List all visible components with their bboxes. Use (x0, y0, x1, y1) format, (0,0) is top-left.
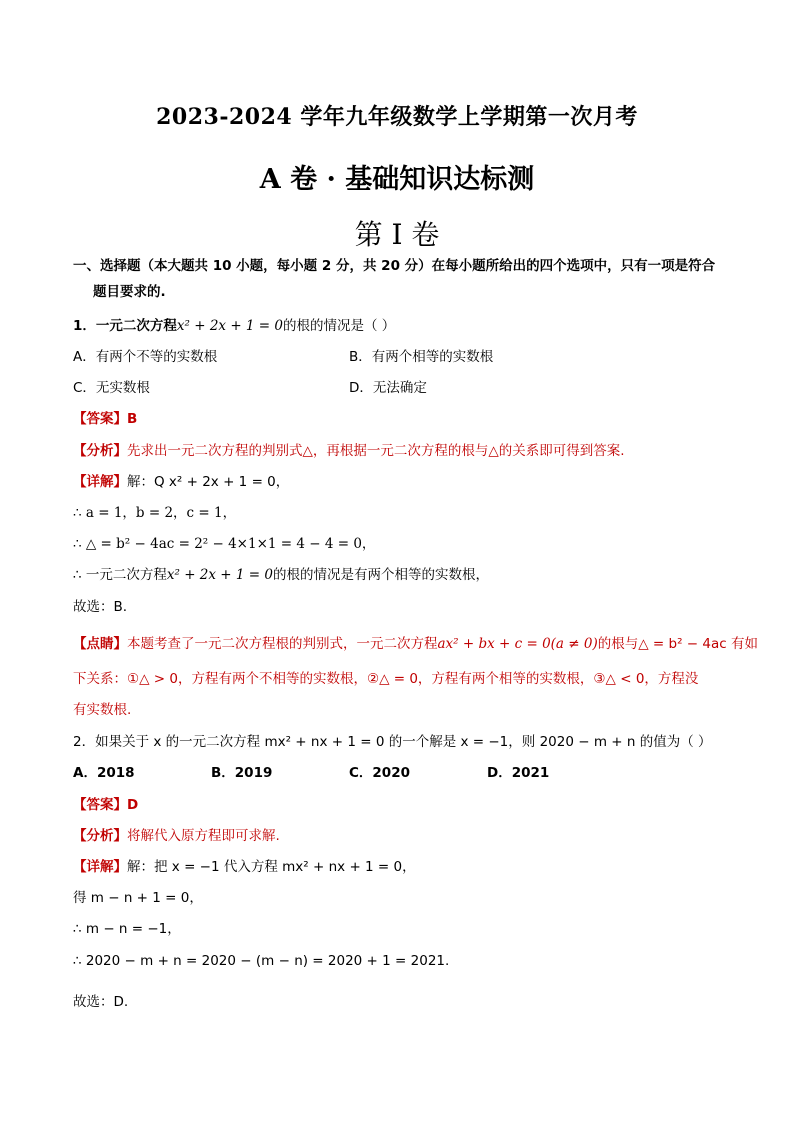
part-heading: 第 I 卷 (354, 218, 440, 251)
q1-detail-2: ∴ a = 1，b = 2，c = 1， (73, 505, 237, 521)
q2-detail-1: 【详解】解：把 x = −1 代入方程 mx² + nx + 1 = 0， (73, 859, 416, 875)
q1-option-b: B．有两个相等的实数根 (349, 349, 494, 365)
q2-option-a: A．2018 (73, 765, 135, 781)
q2-stem: 2．如果关于 x 的一元二次方程 mx² + nx + 1 = 0 的一个解是 x = −1，则 2020 − m + n 的值为（ ） (73, 734, 712, 750)
q2-option-b: B．2019 (211, 765, 273, 781)
q2-option-d: D．2021 (487, 765, 550, 781)
exam-title: 2023-2024 学年九年级数学上学期第一次月考 (156, 104, 638, 130)
q1-answer: 【答案】B (73, 411, 138, 427)
q1-analysis: 【分析】先求出一元二次方程的判别式△，再根据一元二次方程的根与△的关系即可得到答案. (73, 443, 625, 459)
q2-answer: 【答案】D (73, 797, 139, 813)
exam-subtitle: A 卷 · 基础知识达标测 (259, 164, 535, 195)
q1-comment-3: 有实数根. (73, 702, 132, 718)
q2-option-c: C．2020 (349, 765, 410, 781)
q1-choose: 故选：B. (73, 599, 128, 615)
section-heading-line2: 题目要求的. (93, 284, 166, 300)
q1-option-a: A．有两个不等的实数根 (73, 349, 218, 365)
q2-analysis: 【分析】将解代入原方程即可求解. (73, 828, 280, 844)
q1-comment-2: 下关系：①△ > 0，方程有两个不相等的实数根，②△ = 0，方程有两个相等的实数根，③△ < 0，方程没 (73, 671, 699, 687)
q1-detail-3: ∴ △ = b² − 4ac = 2² − 4×1×1 = 4 − 4 = 0， (73, 536, 376, 552)
q1-comment-1: 【点睛】本题考查了一元二次方程根的判别式，一元二次方程ax² + bx + c = 0(a ≠ 0)的根与△ = b² − 4ac 有如 (73, 636, 758, 652)
q2-detail-3: ∴ m − n = −1， (73, 921, 181, 937)
q1-option-c: C．无实数根 (73, 380, 150, 396)
q2-choose: 故选：D. (73, 994, 129, 1010)
q2-detail-2: 得 m − n + 1 = 0， (73, 890, 203, 906)
q1-stem: 1．一元二次方程x² + 2x + 1 = 0的根的情况是（ ） (73, 318, 396, 334)
q1-detail-4: ∴ 一元二次方程x² + 2x + 1 = 0的根的情况是有两个相等的实数根， (73, 567, 489, 583)
q1-detail-1: 【详解】解：Q x² + 2x + 1 = 0， (73, 474, 290, 490)
section-heading-line1: 一、选择题（本大题共 10 小题，每小题 2 分，共 20 分）在每小题所给出的四个选项中，只有一项是符合 (73, 258, 716, 274)
q2-detail-4: ∴ 2020 − m + n = 2020 − (m − n) = 2020 + 1 = 2021. (73, 953, 450, 969)
q1-option-d: D．无法确定 (349, 380, 427, 396)
